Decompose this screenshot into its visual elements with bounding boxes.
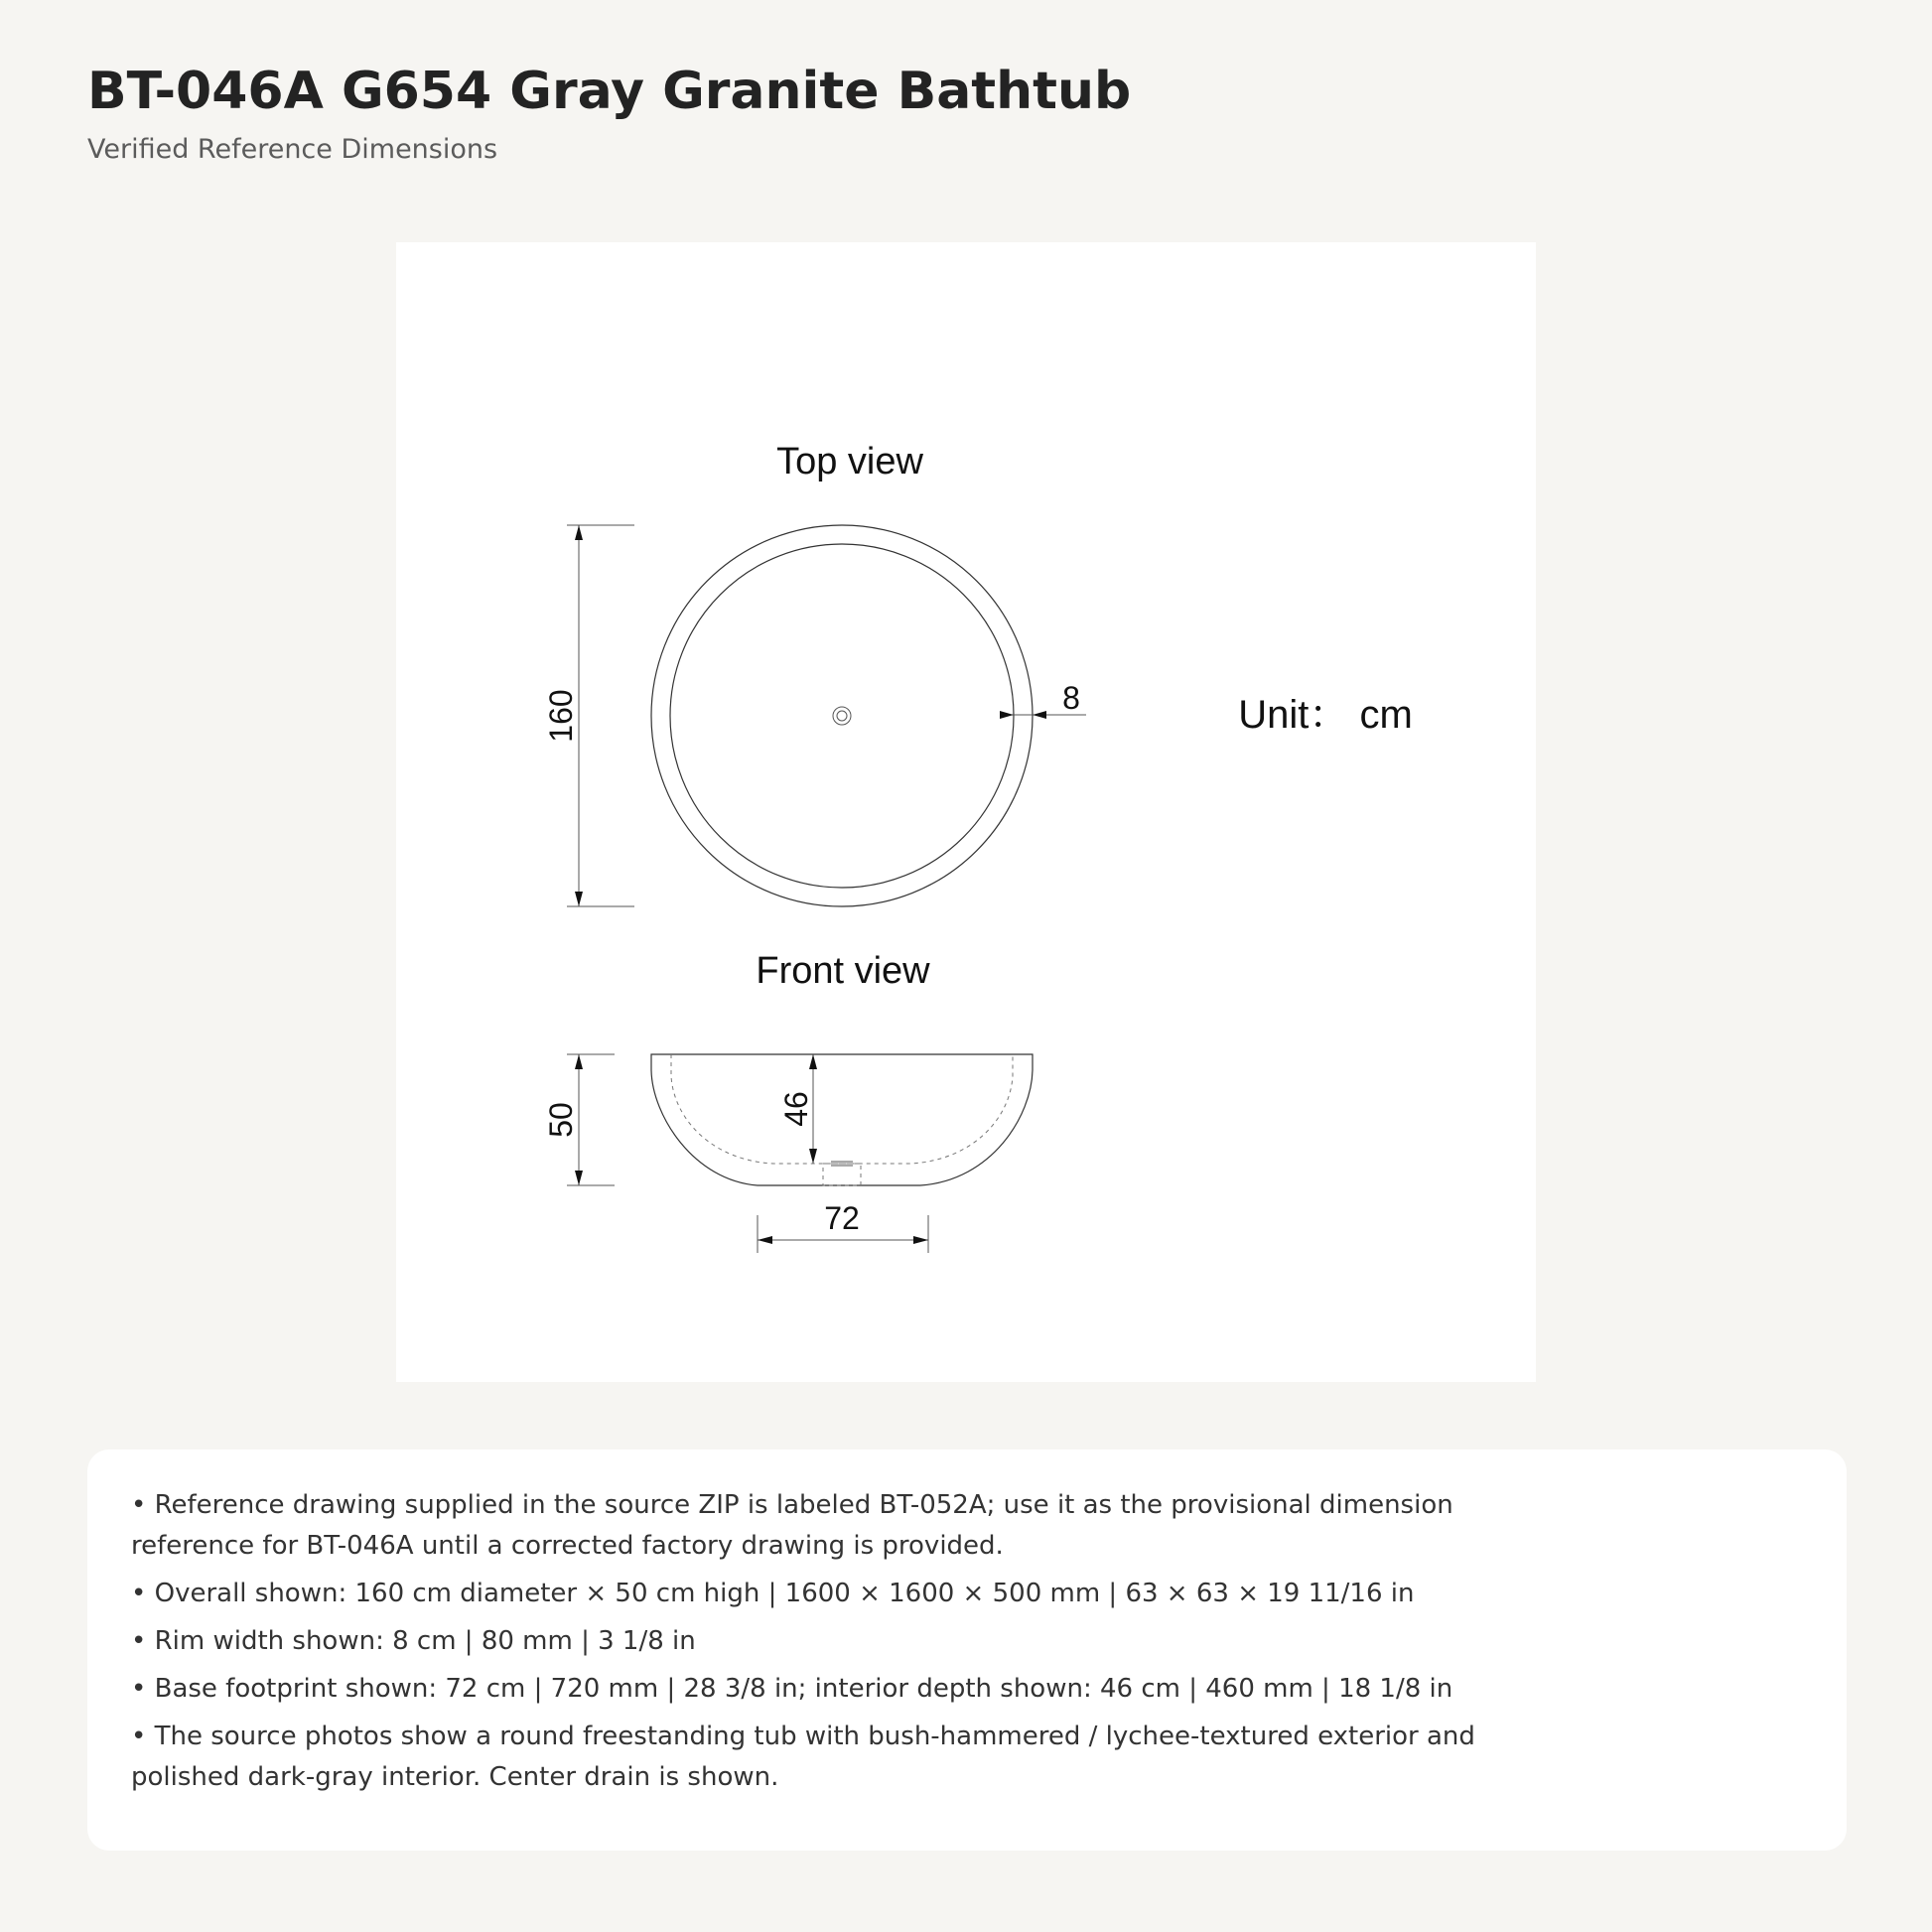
note-rim-width: • Rim width shown: 8 cm | 80 mm | 3 1/8 in <box>131 1626 696 1656</box>
page-subtitle: Verified Reference Dimensions <box>87 134 498 165</box>
drain-section <box>823 1162 861 1185</box>
note-drawing-reference: • Reference drawing supplied in the source ZIP is labeled BT-052A; use it as the provisional dimension reference for BT-046A until a corrected factory drawing is provided. <box>131 1490 1453 1561</box>
drain-icon <box>833 707 851 725</box>
notes-list <box>131 1485 1521 1805</box>
height-label: 50 <box>543 1102 579 1138</box>
note-base-footprint: • Base footprint shown: 72 cm | 720 mm | 28 3/8 in; interior depth shown: 46 cm | 460 mm | 18 1/8 in <box>131 1674 1453 1704</box>
diameter-label: 160 <box>543 689 579 743</box>
unit-label: Unit： cm <box>1238 693 1413 737</box>
tub-interior-hidden-line <box>671 1054 1013 1164</box>
dimension-drawing <box>396 242 1536 1382</box>
tub-outer-rim <box>651 525 1033 906</box>
top-view-label: Top view <box>776 441 923 483</box>
tub-inner-rim <box>670 544 1014 888</box>
rim-width-label: 8 <box>1062 680 1080 716</box>
note-overall-dimensions: • Overall shown: 160 cm diameter × 50 cm high | 1600 × 1600 × 500 mm | 63 × 63 × 19 11/16 in <box>131 1579 1415 1608</box>
interior-depth-label: 46 <box>778 1091 814 1127</box>
page-title: BT-046A G654 Gray Granite Bathtub <box>87 62 1132 121</box>
notes-card <box>87 1449 1847 1851</box>
base-width-label: 72 <box>824 1200 860 1236</box>
note-finish-description: • The source photos show a round freestanding tub with bush-hammered / lychee-textured exterior and polished dark-gray interior. Center drain is shown. <box>131 1722 1475 1792</box>
dimension-drawing-svg <box>396 242 1536 1382</box>
front-view-label: Front view <box>756 950 930 992</box>
